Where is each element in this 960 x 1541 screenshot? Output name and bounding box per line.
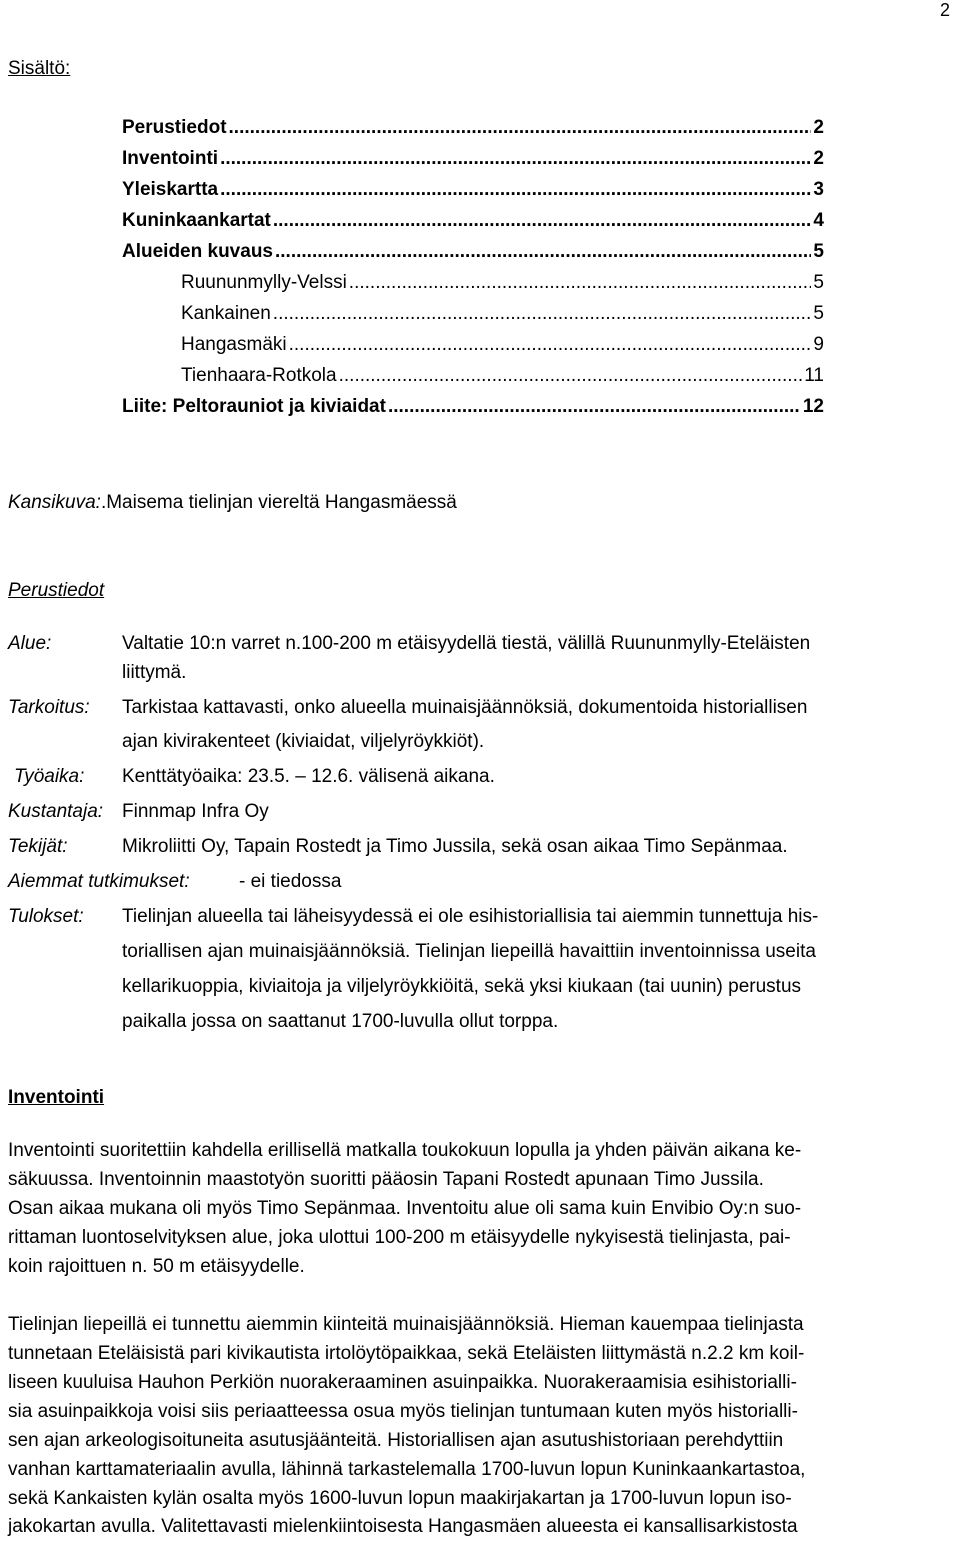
toc-item[interactable] bbox=[181, 303, 824, 329]
inventointi-para1-line: rittaman luontoselvityksen alue, joka ulottui 100-200 m etäisyydelle nykyisestä tielinjasta, pai- bbox=[8, 1227, 791, 1248]
toc-item[interactable] bbox=[122, 179, 824, 205]
cover-caption-text: .Maisema tielinjan viereltä Hangasmäessä bbox=[100, 492, 457, 513]
inventointi-para2-line: sen ajan arkeologisoituneita asutusjäänteitä. Historiallisen ajan asutushistoriaan perehdyttiin bbox=[8, 1430, 784, 1451]
inventointi-para2-line: jakokartan avulla. Valitettavasti mielenkiintoisesta Hangasmäen alueesta ei kansallisarkistosta bbox=[8, 1516, 798, 1537]
toc-item-page: 11 bbox=[804, 365, 824, 386]
toc-item[interactable] bbox=[181, 334, 824, 360]
inventointi-para2-line: tunnetaan Eteläisistä pari kivikautista irtolöytöpaikkaa, sekä Eteläisten liittymästä n.2.2 km koil- bbox=[8, 1343, 805, 1364]
tulokset-line2: toriallisen ajan muinaisjäännöksiä. Tielinjan liepeillä havaittiin inventoinnissa useita bbox=[122, 941, 816, 962]
tulokset-line3: kellarikuoppia, kiviaitoja ja viljelyröykkiöitä, sekä yksi kiukaan (tai uunin) perustus bbox=[122, 976, 802, 997]
cover-caption bbox=[8, 492, 457, 514]
toc-item[interactable] bbox=[122, 148, 824, 174]
toc-item-label: Tienhaara-Rotkola bbox=[181, 365, 337, 386]
toc-item-label: Kuninkaankartat bbox=[122, 210, 271, 231]
kustantaja-value: Finnmap Infra Oy bbox=[122, 801, 269, 822]
tulokset-line4: paikalla jossa on saattanut 1700-luvulla ollut torppa. bbox=[122, 1011, 559, 1032]
inventointi-para2-line: Tielinjan liepeillä ei tunnettu aiemmin kiinteitä muinaisjäännöksiä. Hieman kauempaa tielinjasta bbox=[8, 1314, 804, 1335]
toc-item-label: Perustiedot bbox=[122, 117, 227, 138]
inventointi-para2-line: sia asuinpaikkoja voisi siis periaatteessa osua myös tielinjan tuntumaan kuten myös historialli- bbox=[8, 1401, 798, 1422]
toc-leader bbox=[339, 365, 803, 387]
inventointi-para1-line: koin rajoittuen n. 50 m etäisyydelle. bbox=[8, 1256, 305, 1277]
toc-item-label: Inventointi bbox=[122, 148, 219, 169]
toc-leader bbox=[275, 241, 811, 263]
page-number: 2 bbox=[940, 0, 951, 20]
tekijat-value: Mikroliitti Oy, Tapain Rostedt ja Timo Jussila, sekä osan aikaa Timo Sepänmaa. bbox=[122, 836, 788, 857]
tarkoitus-value-line2: ajan kivirakenteet (kiviaidat, viljelyröykkiöt). bbox=[122, 731, 485, 752]
aiemmat-value: - ei tiedossa bbox=[239, 871, 342, 892]
kustantaja-label: Kustantaja: bbox=[8, 801, 104, 822]
toc-item-page: 5 bbox=[813, 303, 824, 324]
tarkoitus-label: Tarkoitus: bbox=[8, 697, 90, 718]
toc-item-label: Ruununmylly-Velssi bbox=[181, 272, 347, 293]
inventointi-para1-line: säkuussa. Inventoinnin maastotyön suoritti pääosin Tapani Rostedt apunaan Timo Jussila. bbox=[8, 1169, 764, 1190]
toc-item-label: Hangasmäki bbox=[181, 334, 287, 355]
tyoaika-value: Kenttätyöaika: 23.5. – 12.6. välisenä aikana. bbox=[122, 766, 495, 787]
toc-item[interactable] bbox=[122, 117, 824, 143]
inventointi-para1-line: Osan aikaa mukana oli myös Timo Sepänmaa. Inventoitu alue oli sama kuin Envibio Oy:n suo- bbox=[8, 1198, 802, 1219]
toc-item-page: 2 bbox=[813, 148, 824, 169]
toc-item[interactable] bbox=[181, 272, 824, 298]
tekijat-label: Tekijät: bbox=[8, 836, 68, 857]
toc-leader bbox=[220, 148, 811, 170]
inventointi-para2-line: sekä Kankaisten kylän osalta myös 1600-luvun lopun maakirjakartan ja 1700-luvun lopun iso- bbox=[8, 1488, 792, 1509]
inventointi-para2-line: liseen kuuluisa Hauhon Perkiön nuorakeraaminen asuinpaikka. Nuorakeraamisia esihistorialli- bbox=[8, 1372, 797, 1393]
toc-leader bbox=[388, 396, 801, 418]
alue-value-line2: liittymä. bbox=[122, 662, 187, 683]
toc-item-page: 12 bbox=[802, 396, 824, 417]
toc-item-page: 4 bbox=[813, 210, 824, 231]
tarkoitus-value-line1: Tarkistaa kattavasti, onko alueella muinaisjäännöksiä, dokumentoida historiallisen bbox=[122, 697, 808, 718]
toc-item-label: Yleiskartta bbox=[122, 179, 219, 200]
inventointi-para1-line: Inventointi suoritettiin kahdella erillisellä matkalla toukokuun lopulla ja yhden päivän aikana ke- bbox=[8, 1140, 802, 1161]
section-heading-perustiedot: Perustiedot bbox=[8, 580, 105, 601]
toc-item[interactable] bbox=[122, 396, 824, 422]
tyoaika-label: Työaika: bbox=[14, 766, 85, 787]
section-heading-inventointi: Inventointi bbox=[8, 1087, 105, 1108]
toc-item-page: 9 bbox=[813, 334, 824, 355]
toc-leader bbox=[289, 334, 812, 356]
toc-leader bbox=[273, 303, 812, 325]
toc-item-label: Alueiden kuvaus bbox=[122, 241, 273, 262]
toc-leader bbox=[220, 179, 811, 201]
alue-value-line1: Valtatie 10:n varret n.100-200 m etäisyydellä tiestä, välillä Ruununmylly-Eteläisten bbox=[122, 633, 811, 654]
tulokset-line1: Tielinjan alueella tai läheisyydessä ei ole esihistoriallisia tai aiemmin tunnettuja his- bbox=[122, 906, 819, 927]
toc-item-page: 5 bbox=[813, 272, 824, 293]
toc-heading: Sisältö: bbox=[8, 58, 71, 79]
toc-item-label: Kankainen bbox=[181, 303, 271, 324]
toc-item-page: 5 bbox=[813, 241, 824, 262]
toc-leader bbox=[349, 272, 812, 294]
inventointi-para2-line: vanhan karttamateriaalin avulla, lähinnä tarkastelemalla 1700-luvun lopun Kuninkaankartastoa, bbox=[8, 1459, 806, 1480]
toc-item-page: 3 bbox=[813, 179, 824, 200]
toc-leader bbox=[273, 210, 812, 232]
toc-item-label: Liite: Peltorauniot ja kiviaidat bbox=[122, 396, 386, 417]
tulokset-label: Tulokset: bbox=[8, 906, 84, 927]
toc-item-page: 2 bbox=[813, 117, 824, 138]
toc-leader bbox=[229, 117, 812, 139]
cover-caption-label: Kansikuva: bbox=[8, 492, 101, 513]
aiemmat-label: Aiemmat tutkimukset: bbox=[8, 871, 190, 892]
toc-item[interactable] bbox=[181, 365, 824, 391]
toc-item[interactable] bbox=[122, 210, 824, 236]
toc-item[interactable] bbox=[122, 241, 824, 267]
alue-label: Alue: bbox=[8, 633, 52, 654]
